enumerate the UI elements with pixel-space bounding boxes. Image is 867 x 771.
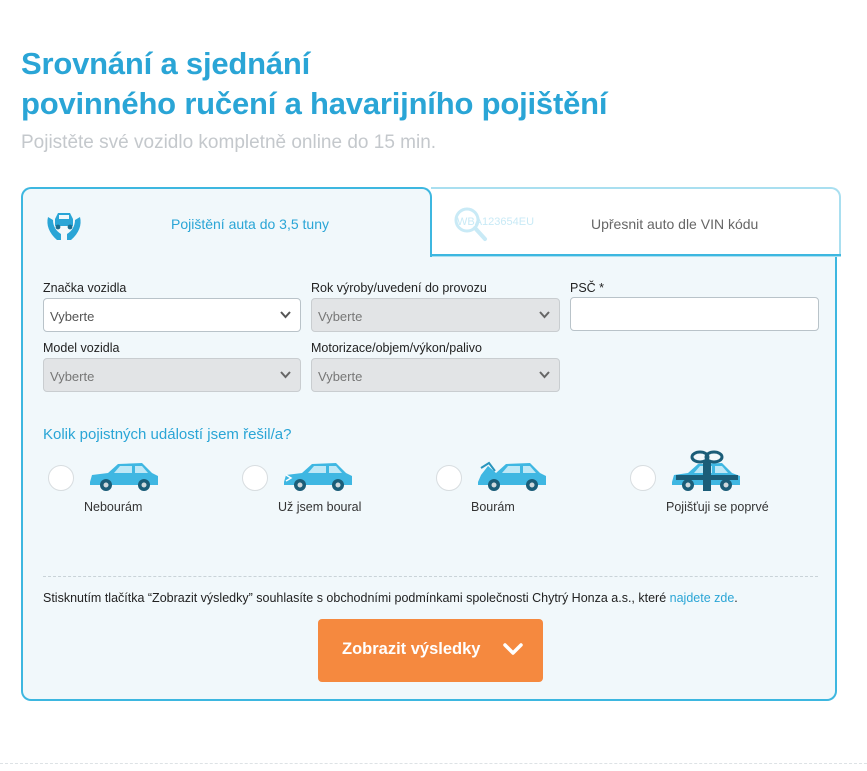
terms-link[interactable]: najdete zde (669, 591, 735, 605)
model-select-value: Vyberte (50, 369, 95, 384)
consent-body: Stisknutím tlačítka “Zobrazit výsledky” souhlasíte s obchodními podmínkami společnosti Chytrý Honza a.s., které (43, 591, 670, 605)
consent-end: . (734, 591, 738, 605)
bottom-divider (0, 763, 867, 764)
damaged-car-icon (476, 458, 548, 494)
hands-car-icon (45, 207, 83, 243)
chevron-down-icon (539, 371, 550, 379)
zip-input[interactable] (570, 297, 819, 331)
car-icon (282, 460, 354, 494)
tab-vin-code-label: Upřesnit auto dle VIN kódu (591, 216, 759, 232)
option-first-insurance-label: Pojišťuji se poprvé (666, 500, 769, 514)
chevron-down-icon (503, 643, 523, 657)
brand-select-value: Vyberte (50, 309, 95, 324)
radio-accidents[interactable] (436, 465, 462, 491)
model-select[interactable] (43, 358, 301, 392)
tab-car-insurance-label: Pojištění auta do 3,5 tuny (171, 216, 329, 232)
zip-label: PSČ * (570, 281, 605, 295)
chevron-down-icon (280, 311, 291, 319)
page-subtitle: Pojistěte své vozidlo kompletně online do 15 min. (21, 132, 437, 153)
car-icon (88, 460, 160, 494)
option-had-accident-label: Už jsem boural (278, 500, 362, 514)
year-label: Rok výroby/uvedení do provozu (311, 281, 487, 295)
engine-select-value: Vyberte (318, 369, 363, 384)
option-no-accidents-label: Nebourám (84, 500, 143, 514)
brand-select[interactable] (43, 298, 301, 332)
page-title-line-1: Srovnání a sjednání (21, 46, 311, 81)
brand-label: Značka vozidla (43, 281, 127, 295)
tab-car-insurance[interactable] (21, 187, 432, 257)
engine-select[interactable] (311, 358, 560, 392)
chevron-down-icon (539, 311, 550, 319)
vin-magnifier-icon (453, 205, 543, 245)
accidents-question: Kolik pojistných událostí jsem řešil/a? (43, 426, 292, 443)
show-results-label: Zobrazit výsledky (342, 640, 481, 658)
tab-underline (431, 254, 841, 256)
radio-had-accident[interactable] (242, 465, 268, 491)
year-select[interactable] (311, 298, 560, 332)
year-select-value: Vyberte (318, 309, 363, 324)
tab-vin-code[interactable] (431, 187, 841, 257)
consent-text (43, 591, 738, 605)
model-label: Model vozidla (43, 341, 120, 355)
option-accidents-label: Bourám (471, 500, 515, 514)
engine-label: Motorizace/objem/výkon/palivo (311, 341, 482, 355)
radio-no-accidents[interactable] (48, 465, 74, 491)
gift-car-icon (668, 449, 744, 495)
page-title (21, 44, 607, 124)
form-divider (43, 576, 818, 577)
vin-sample-text: WBA123654EU (457, 216, 535, 228)
chevron-down-icon (280, 371, 291, 379)
page-title-line-2: povinného ručení a havarijního pojištění (21, 86, 608, 121)
show-results-button[interactable] (318, 619, 543, 682)
radio-first-insurance[interactable] (630, 465, 656, 491)
